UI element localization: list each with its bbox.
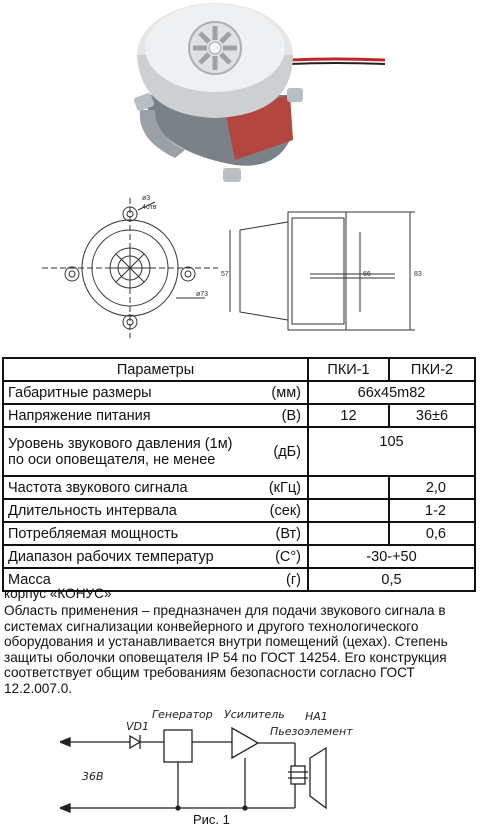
table-row: [3, 381, 475, 404]
technical-drawing: [30, 192, 475, 350]
circuit-schematic: [60, 700, 390, 815]
row-unit: (Вт): [260, 522, 308, 545]
header-pki2: ПКИ-2: [389, 358, 475, 381]
table-header: [3, 358, 475, 381]
header-params: Параметры: [3, 358, 308, 381]
row-value: 0,5: [308, 568, 475, 591]
dim-57-label: 57: [221, 271, 229, 278]
row-value: 105: [308, 427, 475, 476]
figure-caption: Рис. 1: [193, 812, 230, 827]
row-name: Длительность интервала: [3, 499, 260, 522]
table-row: [3, 404, 475, 427]
row-unit: (г): [260, 568, 308, 591]
table-row: [3, 427, 475, 476]
table-row: [3, 545, 475, 568]
header-pki1: ПКИ-1: [308, 358, 389, 381]
ha1-label: HA1: [305, 710, 328, 723]
row-value-pki2: 2,0: [389, 476, 475, 499]
row-unit: (дБ): [260, 427, 308, 476]
amplifier-label: Усилитель: [224, 708, 285, 721]
row-value-pki2: 36±6: [389, 404, 475, 427]
row-value-pki1: [308, 522, 389, 545]
row-value-pki1: [308, 499, 389, 522]
row-unit: (мм): [260, 381, 308, 404]
dim-66-label: 66: [363, 271, 371, 278]
voltage-label: 36В: [82, 770, 104, 783]
row-unit: (В): [260, 404, 308, 427]
row-name: [3, 427, 260, 476]
row-value-pki2: 1-2: [389, 499, 475, 522]
generator-label: Генератор: [152, 708, 213, 721]
row-value: -30-+50: [308, 545, 475, 568]
row-name: Частота звукового сигнала: [3, 476, 260, 499]
row-name: Напряжение питания: [3, 404, 260, 427]
dim-holes-label: 4отв: [142, 204, 157, 211]
row-name: Габаритные размеры: [3, 381, 260, 404]
table-row: [3, 476, 475, 499]
row-name: Потребляемая мощность: [3, 522, 260, 545]
row-name-line2: по оси оповещателя, не менее: [8, 451, 216, 468]
row-name: Масса: [3, 568, 260, 591]
vd1-label: VD1: [126, 720, 149, 733]
piezo-label: Пьезоэлемент: [270, 725, 353, 738]
table-row: [3, 499, 475, 522]
description-paragraph: Область применения – предназначен для подачи звукового сигнала в системах сигнализации конвейерного и другого технологического оборудования и устанавливается внутри помещений (цехах). Степень защиты оболочки оповещателя IP 54 по ГОСТ 14254. Его конструкция соответствует общим требованиям безопасности согласно ГОСТ 12.2.007.0.: [4, 603, 448, 696]
dim-83-label: 83: [414, 271, 422, 278]
row-value-pki1: 12: [308, 404, 389, 427]
row-unit: (сек): [260, 499, 308, 522]
row-value-pki2: 0,6: [389, 522, 475, 545]
parameters-table: [2, 357, 476, 592]
row-unit: (кГц): [260, 476, 308, 499]
row-name: Диапазон рабочих температур: [3, 545, 260, 568]
row-value-pki1: [308, 476, 389, 499]
dim-d73-label: ø73: [196, 291, 209, 298]
table-row: [3, 522, 475, 545]
housing-subtitle: корпус «КОНУС»: [4, 586, 112, 601]
product-photo: [115, 0, 405, 190]
row-name-line1: Уровень звукового давления (1м): [8, 435, 233, 452]
row-unit: (С°): [260, 545, 308, 568]
row-value: 66x45m82: [308, 381, 475, 404]
dim-d3-label: ø3: [142, 195, 151, 202]
